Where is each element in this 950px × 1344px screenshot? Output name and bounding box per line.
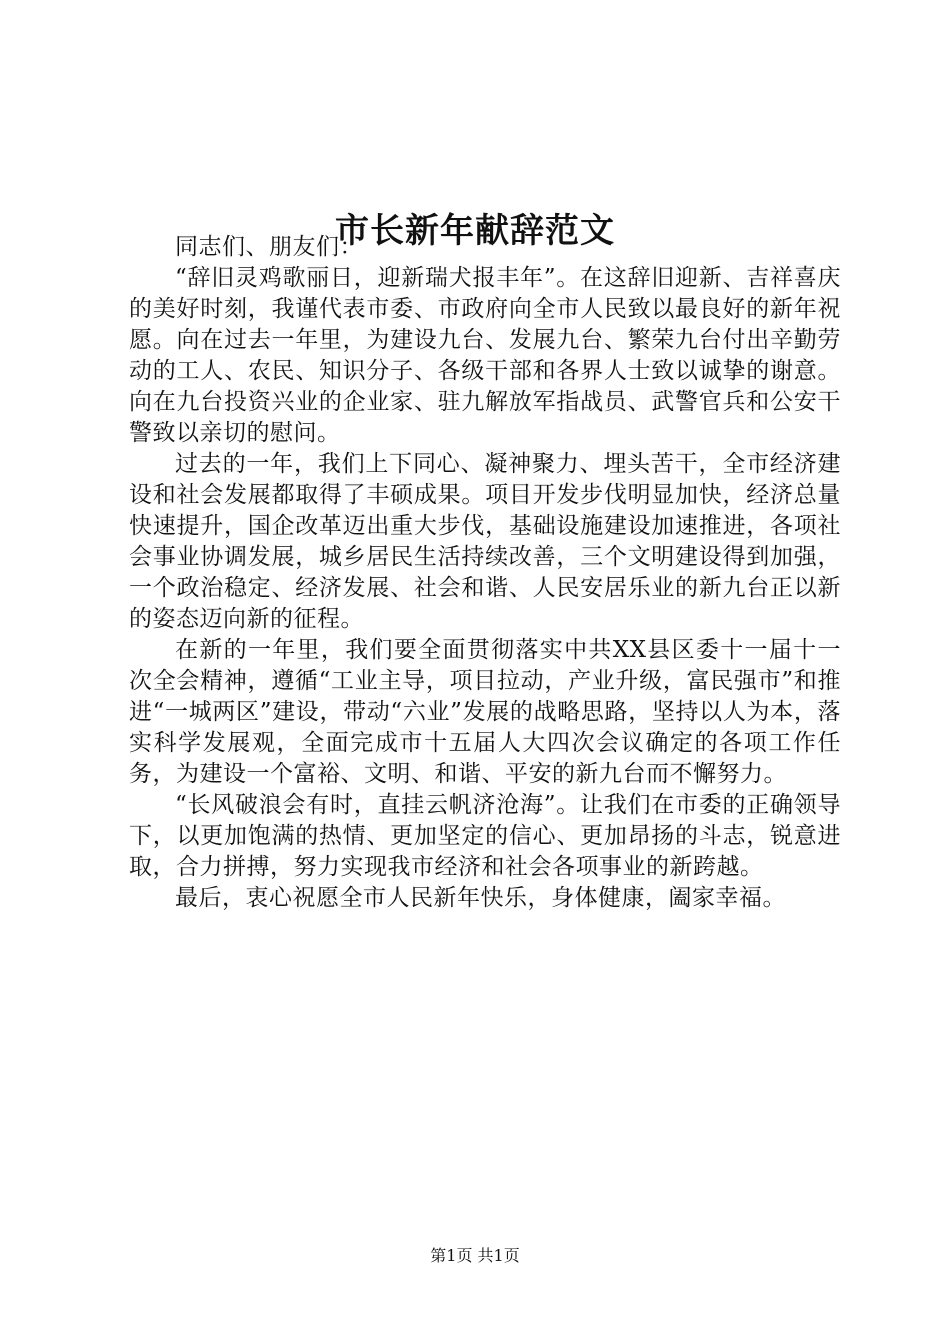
paragraph-new-year-plan: 在新的一年里，我们要全面贯彻落实中共XX县区委十一届十一次全会精神，遵循“工业主导，项目拉动，产业升级，富民强市”和推进“一城两区”建设，带动“六业”发展的战略思路，坚持以人为本，落实科学发展观，全面完成市十五届人大四次会议确定的各项工作任务，为建设一个富裕、文明、和谐、平安的新九台而不懈努力。 — [129, 637, 841, 787]
paragraph-past-year: 过去的一年，我们上下同心、凝神聚力、埋头苦干，全市经济建设和社会发展都取得了丰硕成果。项目开发步伐明显加快，经济总量快速提升，国企改革迈出重大步伐，基础设施建设加速推进，各项社会事业协调发展，城乡居民生活持续改善，三个文明建设得到加强，一个政治稳定、经济发展、社会和谐、人民安居乐业的新九台正以新的姿态迈向新的征程。 — [129, 451, 841, 632]
document-body — [129, 232, 841, 914]
paragraph-call-to-action: “长风破浪会有时，直挂云帆济沧海”。让我们在市委的正确领导下，以更加饱满的热情、更加坚定的信心、更加昂扬的斗志，锐意进取，合力拼搏，努力实现我市经济和社会各项事业的新跨越。 — [129, 792, 841, 880]
paragraph-closing-wishes: 最后，衷心祝愿全市人民新年快乐，身体健康，阖家幸福。 — [175, 885, 786, 911]
paragraph-greeting: “辞旧灵鸡歌丽日，迎新瑞犬报丰年”。在这辞旧迎新、吉祥喜庆的美好时刻，我谨代表市委、市政府向全市人民致以最良好的新年祝愿。向在过去一年里，为建设九台、发展九台、繁荣九台付出辛勤劳动的工人、农民、知识分子、各级干部和各界人士致以诚挚的谢意。向在九台投资兴业的企业家、驻九解放军指战员、武警官兵和公安干警致以亲切的慰问。 — [129, 265, 841, 446]
page-footer: 第1页 共1页 — [430, 1246, 520, 1265]
salutation: 同志们、朋友们： — [175, 234, 363, 260]
document-title: 市长新年献辞范文 — [335, 210, 615, 251]
